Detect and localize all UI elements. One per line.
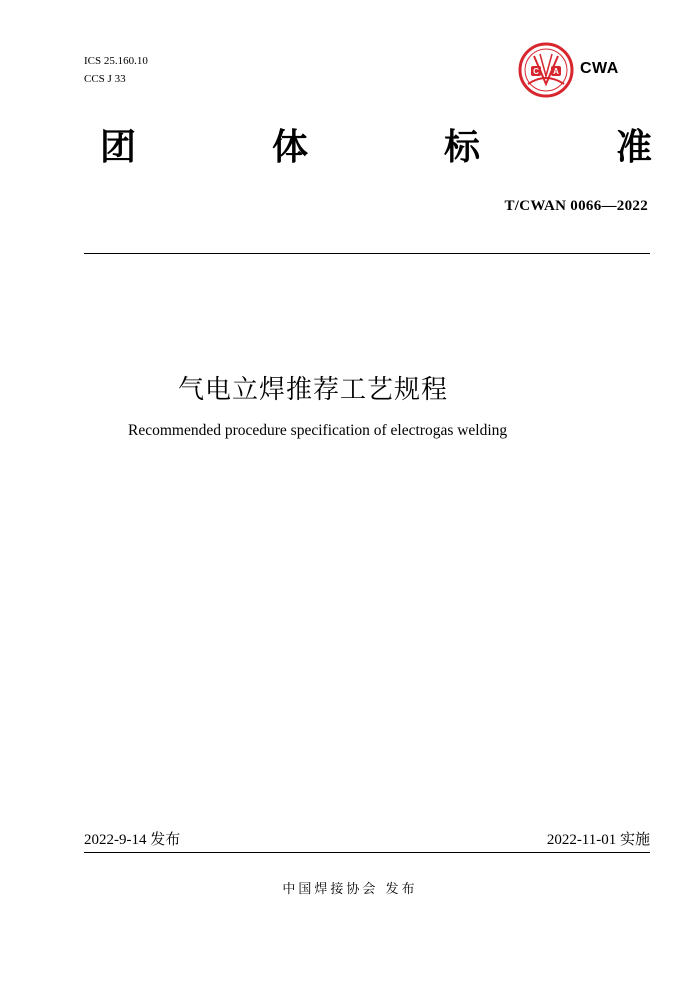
publish-date: 2022-9-14 发布 xyxy=(84,832,181,848)
effective-date: 2022-11-01 实施 xyxy=(546,832,650,848)
bottom-divider xyxy=(84,852,650,853)
svg-text:A: A xyxy=(553,67,559,76)
standard-type-char: 体 xyxy=(271,127,308,168)
svg-text:C: C xyxy=(533,67,539,76)
standard-number: T/CWAN 0066—2022 xyxy=(504,198,648,214)
top-divider xyxy=(84,253,650,254)
standard-type-char: 准 xyxy=(615,127,652,168)
standard-type-char: 标 xyxy=(443,127,480,168)
document-title-english: Recommended procedure specification of electrogas welding xyxy=(128,422,508,439)
document-title-chinese: 气电立焊推荐工艺规程 xyxy=(178,375,449,405)
ccs-code: CCS J 33 xyxy=(84,73,126,85)
standard-type-char: 团 xyxy=(100,127,137,168)
logo-text: CWA xyxy=(580,60,619,77)
publisher: 中国焊接协会 发布 xyxy=(282,882,418,897)
ics-code: ICS 25.160.10 xyxy=(84,55,148,67)
cwa-logo xyxy=(518,42,574,98)
standard-type-heading xyxy=(100,126,652,170)
